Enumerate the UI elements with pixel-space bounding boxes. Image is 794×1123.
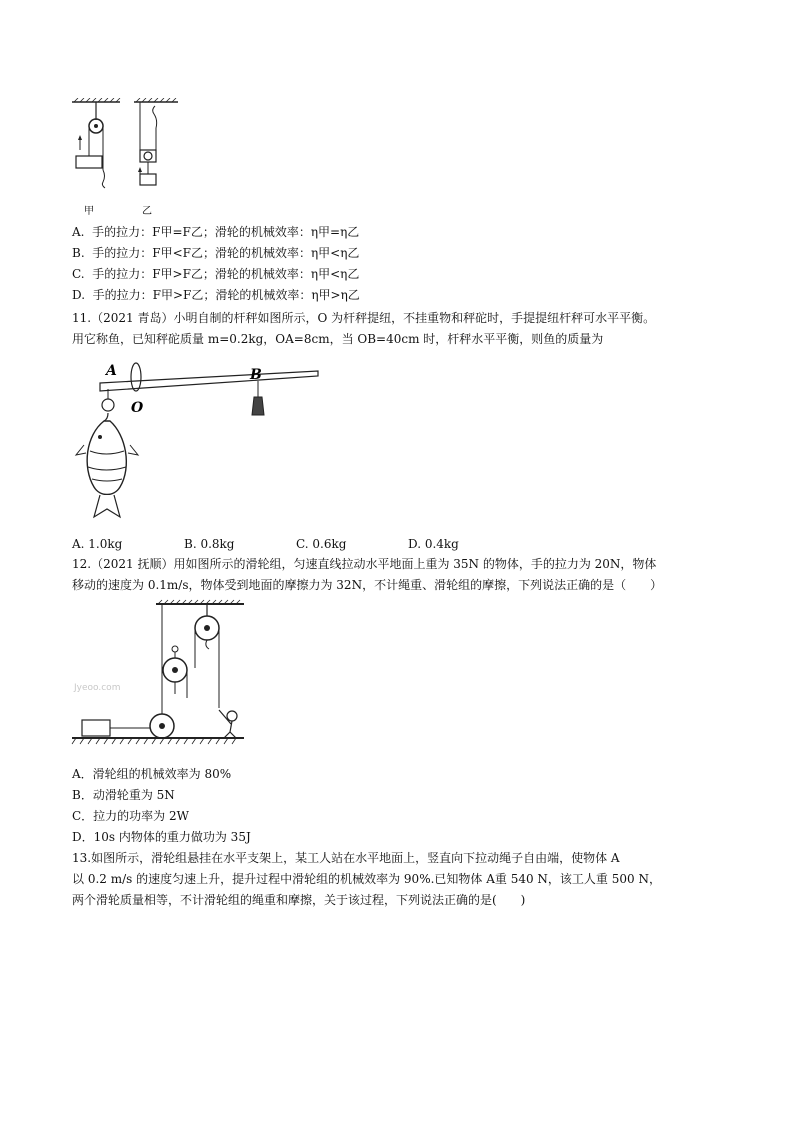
q12-option-c: C．拉力的功率为 2W	[72, 809, 189, 823]
q11-option-a: A. 1.0kg	[72, 537, 123, 551]
q13-stem-line2: 以 0.2 m/s 的速度匀速上升，提升过程中滑轮组的机械效率为 90%.已知物体 A重 540 N，该工人重 500 N，	[72, 872, 661, 886]
q11-option-c: C. 0.6kg	[296, 537, 347, 551]
q12-pulley-block-figure	[70, 598, 250, 758]
q10-pulley-figure	[68, 98, 188, 220]
q10-option-b: B. 手的拉力：F甲<F乙；滑轮的机械效率：η甲<η乙	[72, 246, 360, 260]
q11-label-b: B	[250, 367, 262, 383]
q12-option-d: D．10s 内物体的重力做功为 35J	[72, 830, 251, 844]
q11-stem-line1: 11.（2021 青岛）小明自制的杆秤如图所示，O 为杆秤提纽，不挂重物和秤砣时，手提提纽杆秤可水平平衡。	[72, 311, 656, 325]
q13-stem-line1: 13.如图所示，滑轮组悬挂在水平支架上，某工人站在水平地面上，竖直向下拉动绳子自由端，使物体 A	[72, 851, 620, 865]
q12-option-b: B．动滑轮重为 5N	[72, 788, 175, 802]
q10-option-d: D. 手的拉力：F甲>F乙；滑轮的机械效率：η甲>η乙	[72, 288, 360, 302]
q10-label-yi: 乙	[142, 206, 152, 217]
q11-stem-line2: 用它称鱼，已知秤砣质量 m=0.2kg，OA=8cm，当 OB=40cm 时，杆秤水平平衡，则鱼的质量为	[72, 332, 604, 346]
q10-option-c: C. 手的拉力：F甲>F乙；滑轮的机械效率：η甲<η乙	[72, 267, 360, 281]
q11-option-b: B. 0.8kg	[184, 537, 235, 551]
q12-option-a: A．滑轮组的机械效率为 80%	[72, 767, 232, 781]
q11-steelyard-figure	[70, 355, 326, 525]
q11-label-o: O	[131, 400, 144, 416]
q10-label-jia: 甲	[84, 206, 94, 217]
q12-watermark: Jyeoo.com	[74, 683, 121, 693]
q10-option-a: A. 手的拉力：F甲=F乙；滑轮的机械效率：η甲=η乙	[72, 225, 360, 239]
q11-label-a: A	[106, 363, 117, 379]
q12-stem-line2: 移动的速度为 0.1m/s，物体受到地面的摩擦力为 32N，不计绳重、滑轮组的摩擦，下列说法正确的是（ ）	[72, 578, 663, 592]
q11-option-d: D. 0.4kg	[408, 537, 459, 551]
q12-stem-line1: 12.（2021 抚顺）用如图所示的滑轮组，匀速直线拉动水平地面上重为 35N 的物体，手的拉力为 20N，物体	[72, 557, 657, 571]
q13-stem-line3: 两个滑轮质量相等，不计滑轮组的绳重和摩擦，关于该过程，下列说法正确的是( )	[72, 893, 526, 907]
